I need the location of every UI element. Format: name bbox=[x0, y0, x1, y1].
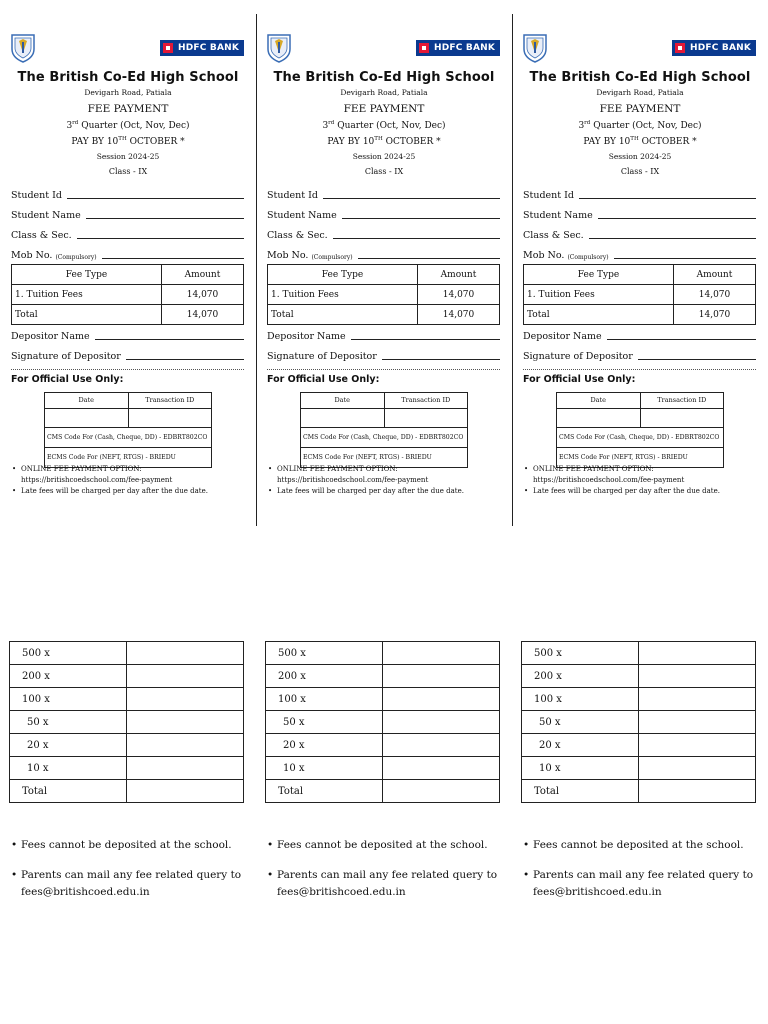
bank-logo-text: HDFC BANK bbox=[690, 43, 752, 53]
fill-line[interactable] bbox=[77, 229, 244, 239]
table-row bbox=[266, 665, 500, 688]
payby-month: OCTOBER * bbox=[638, 137, 697, 147]
fill-line[interactable] bbox=[358, 249, 500, 259]
table-row bbox=[266, 688, 500, 711]
table-row bbox=[10, 711, 244, 734]
official-use-box bbox=[300, 392, 468, 468]
transaction-id-cell[interactable] bbox=[640, 409, 724, 427]
payby-suffix: TH bbox=[118, 136, 127, 142]
notes-list bbox=[11, 464, 246, 497]
field-label: Student Id bbox=[11, 190, 62, 201]
payby-suffix: TH bbox=[374, 136, 383, 142]
slip-title: FEE PAYMENT bbox=[599, 103, 681, 115]
table-row bbox=[10, 734, 244, 757]
denomination-label: 500 x bbox=[522, 642, 639, 665]
denomination-entry[interactable] bbox=[383, 665, 500, 688]
table-header-row bbox=[524, 265, 756, 285]
field-label: Signature of Depositor bbox=[11, 351, 121, 362]
bank-logo-text: HDFC BANK bbox=[434, 43, 496, 53]
mobile-number-field[interactable] bbox=[523, 247, 756, 261]
hdfc-bank-logo bbox=[160, 40, 244, 56]
denomination-label: 100 x bbox=[522, 688, 639, 711]
student-name-field[interactable] bbox=[267, 207, 500, 221]
mobile-number-field[interactable] bbox=[11, 247, 244, 261]
cms-code: CMS Code For (Cash, Cheque, DD) - EDBRT802CO bbox=[303, 434, 464, 441]
table-row bbox=[524, 285, 756, 305]
transaction-id-cell[interactable] bbox=[128, 409, 212, 427]
student-id-field[interactable] bbox=[523, 187, 756, 201]
fill-line[interactable] bbox=[86, 209, 244, 219]
denomination-entry[interactable] bbox=[127, 711, 244, 734]
class-label: Class - IX bbox=[364, 167, 404, 176]
payby-text: PAY BY 10 bbox=[583, 137, 631, 147]
column-divider bbox=[256, 14, 257, 526]
denomination-label: 100 x bbox=[266, 688, 383, 711]
fill-line[interactable] bbox=[323, 189, 500, 199]
class-label: Class - IX bbox=[108, 167, 148, 176]
denomination-label: 500 x bbox=[10, 642, 127, 665]
table-header-row bbox=[12, 265, 244, 285]
student-name-field[interactable] bbox=[11, 207, 244, 221]
bank-logo-text: HDFC BANK bbox=[178, 43, 240, 53]
header-amount: Amount bbox=[418, 265, 500, 285]
fee-type-cell: Total bbox=[524, 305, 674, 325]
fill-line[interactable] bbox=[333, 229, 500, 239]
list-item: • Parents can mail any fee related query to fees@britishcoed.edu.in bbox=[267, 867, 507, 901]
notes-list bbox=[523, 464, 758, 497]
compulsory-note: (Compulsory) bbox=[55, 254, 97, 261]
denomination-entry[interactable] bbox=[639, 711, 756, 734]
cms-code: CMS Code For (Cash, Cheque, DD) - EDBRT802CO bbox=[47, 434, 208, 441]
ecms-code: ECMS Code For (NEFT, RTGS) - BRIEDU bbox=[47, 454, 176, 461]
fee-type-cell: Total bbox=[268, 305, 418, 325]
quarter-suffix: rd bbox=[72, 120, 79, 126]
quarter-number: 3 bbox=[322, 121, 329, 131]
fee-slip bbox=[0, 0, 256, 1024]
denomination-entry[interactable] bbox=[383, 757, 500, 780]
dotted-divider bbox=[11, 369, 244, 370]
footer-notes bbox=[267, 837, 507, 901]
school-name: The British Co-Ed High School bbox=[273, 70, 495, 85]
pay-by-line bbox=[0, 136, 256, 147]
fee-type-cell: 1. Tuition Fees bbox=[12, 285, 162, 305]
mobile-number-field[interactable] bbox=[267, 247, 500, 261]
school-address: Devigarh Road, Patiala bbox=[596, 88, 684, 97]
denomination-table bbox=[265, 641, 500, 803]
cms-code-row bbox=[301, 428, 467, 448]
class-section-field[interactable] bbox=[11, 227, 244, 241]
fill-line[interactable] bbox=[638, 350, 756, 360]
fee-table bbox=[523, 264, 756, 325]
amount-cell: 14,070 bbox=[162, 305, 244, 325]
table-row bbox=[12, 305, 244, 325]
official-use-heading: For Official Use Only: bbox=[11, 374, 124, 385]
official-header-row bbox=[301, 393, 467, 409]
hdfc-logo-icon bbox=[419, 43, 429, 53]
denomination-total-entry[interactable] bbox=[127, 780, 244, 803]
table-row bbox=[524, 305, 756, 325]
footer-notes bbox=[523, 837, 763, 901]
table-row bbox=[522, 734, 756, 757]
class-section-field[interactable] bbox=[523, 227, 756, 241]
payby-text: PAY BY 10 bbox=[327, 137, 375, 147]
table-row bbox=[10, 665, 244, 688]
cms-code-row bbox=[45, 428, 211, 448]
official-entry-row bbox=[45, 409, 211, 428]
fee-type-cell: 1. Tuition Fees bbox=[524, 285, 674, 305]
slip-title: FEE PAYMENT bbox=[87, 103, 169, 115]
session-label: Session 2024-25 bbox=[608, 152, 672, 161]
amount-cell: 14,070 bbox=[674, 285, 756, 305]
payby-month: OCTOBER * bbox=[126, 137, 185, 147]
quarter-text: Quarter (Oct, Nov, Dec) bbox=[78, 121, 190, 131]
class-section-field[interactable] bbox=[267, 227, 500, 241]
list-item bbox=[11, 464, 246, 486]
fill-line[interactable] bbox=[579, 189, 756, 199]
denomination-entry[interactable] bbox=[639, 757, 756, 780]
list-item: • Parents can mail any fee related query to fees@britishcoed.edu.in bbox=[11, 867, 251, 901]
official-header-row bbox=[557, 393, 723, 409]
field-label: Mob No. bbox=[267, 250, 309, 261]
denomination-total-label: Total bbox=[522, 780, 639, 803]
field-label: Student Name bbox=[523, 210, 593, 221]
official-use-box bbox=[556, 392, 724, 468]
fill-line[interactable] bbox=[589, 229, 756, 239]
fill-line[interactable] bbox=[614, 249, 756, 259]
table-row bbox=[522, 665, 756, 688]
transaction-id-cell[interactable] bbox=[384, 409, 468, 427]
table-row bbox=[12, 285, 244, 305]
quarter-text: Quarter (Oct, Nov, Dec) bbox=[590, 121, 702, 131]
table-row bbox=[10, 780, 244, 803]
denomination-label: 100 x bbox=[10, 688, 127, 711]
student-id-field[interactable] bbox=[267, 187, 500, 201]
denomination-entry[interactable] bbox=[639, 642, 756, 665]
hdfc-bank-logo bbox=[416, 40, 500, 56]
list-item bbox=[267, 486, 502, 497]
header-fee-type: Fee Type bbox=[524, 265, 674, 285]
denomination-label: 20 x bbox=[266, 734, 383, 757]
denomination-label: 50 x bbox=[10, 711, 127, 734]
fill-line[interactable] bbox=[126, 350, 244, 360]
fee-slip bbox=[256, 0, 512, 1024]
header-fee-type: Fee Type bbox=[12, 265, 162, 285]
table-row bbox=[10, 688, 244, 711]
denomination-label: 20 x bbox=[522, 734, 639, 757]
field-label: Signature of Depositor bbox=[267, 351, 377, 362]
table-header-row bbox=[268, 265, 500, 285]
table-row bbox=[266, 734, 500, 757]
hdfc-logo-icon bbox=[163, 43, 173, 53]
quarter-line bbox=[256, 120, 512, 131]
denomination-total-label: Total bbox=[266, 780, 383, 803]
session-label: Session 2024-25 bbox=[96, 152, 160, 161]
table-row bbox=[522, 642, 756, 665]
hdfc-bank-logo bbox=[672, 40, 756, 56]
denomination-total-entry[interactable] bbox=[383, 780, 500, 803]
list-item bbox=[523, 464, 758, 486]
notes-list bbox=[267, 464, 502, 497]
fill-line[interactable] bbox=[607, 330, 756, 340]
compulsory-note: (Compulsory) bbox=[311, 254, 353, 261]
ecms-code: ECMS Code For (NEFT, RTGS) - BRIEDU bbox=[559, 454, 688, 461]
transaction-id-label: Transaction ID bbox=[384, 393, 468, 408]
denomination-entry[interactable] bbox=[383, 734, 500, 757]
quarter-number: 3 bbox=[578, 121, 585, 131]
fill-line[interactable] bbox=[95, 330, 244, 340]
field-label: Mob No. bbox=[11, 250, 53, 261]
school-crest-logo bbox=[10, 33, 36, 63]
field-label: Class & Sec. bbox=[523, 230, 584, 241]
denomination-entry[interactable] bbox=[127, 757, 244, 780]
field-label: Class & Sec. bbox=[11, 230, 72, 241]
denomination-entry[interactable] bbox=[639, 665, 756, 688]
payby-suffix: TH bbox=[630, 136, 639, 142]
table-row bbox=[266, 780, 500, 803]
header-amount: Amount bbox=[674, 265, 756, 285]
ecms-code: ECMS Code For (NEFT, RTGS) - BRIEDU bbox=[303, 454, 432, 461]
denomination-label: 50 x bbox=[522, 711, 639, 734]
quarter-suffix: rd bbox=[328, 120, 335, 126]
pay-by-line bbox=[256, 136, 512, 147]
date-label: Date bbox=[78, 396, 95, 404]
dotted-divider bbox=[523, 369, 756, 370]
table-row bbox=[10, 757, 244, 780]
denomination-entry[interactable] bbox=[383, 642, 500, 665]
denomination-label: 500 x bbox=[266, 642, 383, 665]
school-name: The British Co-Ed High School bbox=[529, 70, 751, 85]
fee-type-cell: Total bbox=[12, 305, 162, 325]
hdfc-logo-icon bbox=[675, 43, 685, 53]
denomination-label: 20 x bbox=[10, 734, 127, 757]
field-label: Student Id bbox=[267, 190, 318, 201]
date-cell[interactable] bbox=[301, 409, 384, 427]
list-item: • Fees cannot be deposited at the school. bbox=[523, 837, 763, 854]
school-address: Devigarh Road, Patiala bbox=[84, 88, 172, 97]
cms-code: CMS Code For (Cash, Cheque, DD) - EDBRT802CO bbox=[559, 434, 720, 441]
school-address: Devigarh Road, Patiala bbox=[340, 88, 428, 97]
field-label: Depositor Name bbox=[523, 331, 602, 342]
transaction-id-label: Transaction ID bbox=[128, 393, 212, 408]
school-name: The British Co-Ed High School bbox=[17, 70, 239, 85]
denomination-total-entry[interactable] bbox=[639, 780, 756, 803]
table-row bbox=[522, 757, 756, 780]
official-entry-row bbox=[557, 409, 723, 428]
fill-line[interactable] bbox=[67, 189, 244, 199]
fill-line[interactable] bbox=[342, 209, 500, 219]
list-item bbox=[11, 486, 246, 497]
note-text: Late fees will be charged per day after the due date. bbox=[21, 487, 208, 495]
fee-type-cell: 1. Tuition Fees bbox=[268, 285, 418, 305]
field-label: Depositor Name bbox=[267, 331, 346, 342]
list-item bbox=[523, 486, 758, 497]
fee-slip bbox=[512, 0, 768, 1024]
official-header-row bbox=[45, 393, 211, 409]
depositor-name-field[interactable] bbox=[11, 328, 244, 342]
denomination-label: 50 x bbox=[266, 711, 383, 734]
note-text: ONLINE FEE PAYMENT OPTION: bbox=[21, 465, 142, 473]
list-item: • Parents can mail any fee related query to fees@britishcoed.edu.in bbox=[523, 867, 763, 901]
table-row bbox=[10, 642, 244, 665]
date-label: Date bbox=[334, 396, 351, 404]
note-text: Late fees will be charged per day after the due date. bbox=[533, 487, 720, 495]
signature-field[interactable] bbox=[523, 348, 756, 362]
denomination-entry[interactable] bbox=[639, 688, 756, 711]
quarter-line bbox=[512, 120, 768, 131]
denomination-label: 200 x bbox=[10, 665, 127, 688]
denomination-total-label: Total bbox=[10, 780, 127, 803]
quarter-line bbox=[0, 120, 256, 131]
amount-cell: 14,070 bbox=[674, 305, 756, 325]
table-row bbox=[522, 688, 756, 711]
fee-payment-link[interactable]: https://britishcoedschool.com/fee-payment bbox=[533, 476, 685, 484]
quarter-number: 3 bbox=[66, 121, 73, 131]
official-use-heading: For Official Use Only: bbox=[523, 374, 636, 385]
header-amount: Amount bbox=[162, 265, 244, 285]
quarter-suffix: rd bbox=[584, 120, 591, 126]
field-label: Class & Sec. bbox=[267, 230, 328, 241]
table-row bbox=[266, 757, 500, 780]
fill-line[interactable] bbox=[382, 350, 500, 360]
denomination-label: 200 x bbox=[266, 665, 383, 688]
amount-cell: 14,070 bbox=[162, 285, 244, 305]
signature-field[interactable] bbox=[267, 348, 500, 362]
field-label: Depositor Name bbox=[11, 331, 90, 342]
denomination-entry[interactable] bbox=[383, 688, 500, 711]
fill-line[interactable] bbox=[351, 330, 500, 340]
column-divider bbox=[512, 14, 513, 526]
list-item bbox=[267, 464, 502, 486]
denomination-entry[interactable] bbox=[127, 688, 244, 711]
table-row bbox=[522, 711, 756, 734]
date-cell[interactable] bbox=[45, 409, 128, 427]
list-item: • Fees cannot be deposited at the school. bbox=[267, 837, 507, 854]
table-row bbox=[522, 780, 756, 803]
school-crest-logo bbox=[266, 33, 292, 63]
list-item: • Fees cannot be deposited at the school. bbox=[11, 837, 251, 854]
depositor-name-field[interactable] bbox=[523, 328, 756, 342]
denomination-table bbox=[9, 641, 244, 803]
denomination-label: 10 x bbox=[522, 757, 639, 780]
field-label: Student Name bbox=[11, 210, 81, 221]
fill-line[interactable] bbox=[102, 249, 244, 259]
field-label: Student Name bbox=[267, 210, 337, 221]
table-row bbox=[266, 711, 500, 734]
amount-cell: 14,070 bbox=[418, 285, 500, 305]
denomination-entry[interactable] bbox=[127, 642, 244, 665]
payby-text: PAY BY 10 bbox=[71, 137, 119, 147]
session-label: Session 2024-25 bbox=[352, 152, 416, 161]
student-id-field[interactable] bbox=[11, 187, 244, 201]
footer-notes bbox=[11, 837, 251, 901]
header-fee-type: Fee Type bbox=[268, 265, 418, 285]
fee-payment-link[interactable]: https://britishcoedschool.com/fee-payment bbox=[277, 476, 429, 484]
table-row bbox=[268, 285, 500, 305]
student-name-field[interactable] bbox=[523, 207, 756, 221]
denomination-label: 10 x bbox=[10, 757, 127, 780]
school-crest-logo bbox=[522, 33, 548, 63]
payby-month: OCTOBER * bbox=[382, 137, 441, 147]
quarter-text: Quarter (Oct, Nov, Dec) bbox=[334, 121, 446, 131]
denomination-entry[interactable] bbox=[639, 734, 756, 757]
official-use-box bbox=[44, 392, 212, 468]
date-label: Date bbox=[590, 396, 607, 404]
fee-payment-link[interactable]: https://britishcoedschool.com/fee-payment bbox=[21, 476, 173, 484]
field-label: Mob No. bbox=[523, 250, 565, 261]
denomination-label: 200 x bbox=[522, 665, 639, 688]
note-text: Late fees will be charged per day after the due date. bbox=[277, 487, 464, 495]
denomination-entry[interactable] bbox=[127, 665, 244, 688]
official-entry-row bbox=[301, 409, 467, 428]
table-row bbox=[266, 642, 500, 665]
fee-table bbox=[11, 264, 244, 325]
class-label: Class - IX bbox=[620, 167, 660, 176]
field-label: Student Id bbox=[523, 190, 574, 201]
pay-by-line bbox=[512, 136, 768, 147]
note-text: ONLINE FEE PAYMENT OPTION: bbox=[277, 465, 398, 473]
denomination-table bbox=[521, 641, 756, 803]
denomination-entry[interactable] bbox=[383, 711, 500, 734]
denomination-entry[interactable] bbox=[127, 734, 244, 757]
amount-cell: 14,070 bbox=[418, 305, 500, 325]
fill-line[interactable] bbox=[598, 209, 756, 219]
dotted-divider bbox=[267, 369, 500, 370]
date-cell[interactable] bbox=[557, 409, 640, 427]
official-use-heading: For Official Use Only: bbox=[267, 374, 380, 385]
cms-code-row bbox=[557, 428, 723, 448]
field-label: Signature of Depositor bbox=[523, 351, 633, 362]
slip-title: FEE PAYMENT bbox=[343, 103, 425, 115]
transaction-id-label: Transaction ID bbox=[640, 393, 724, 408]
denomination-label: 10 x bbox=[266, 757, 383, 780]
note-text: ONLINE FEE PAYMENT OPTION: bbox=[533, 465, 654, 473]
fee-table bbox=[267, 264, 500, 325]
signature-field[interactable] bbox=[11, 348, 244, 362]
compulsory-note: (Compulsory) bbox=[567, 254, 609, 261]
depositor-name-field[interactable] bbox=[267, 328, 500, 342]
table-row bbox=[268, 305, 500, 325]
